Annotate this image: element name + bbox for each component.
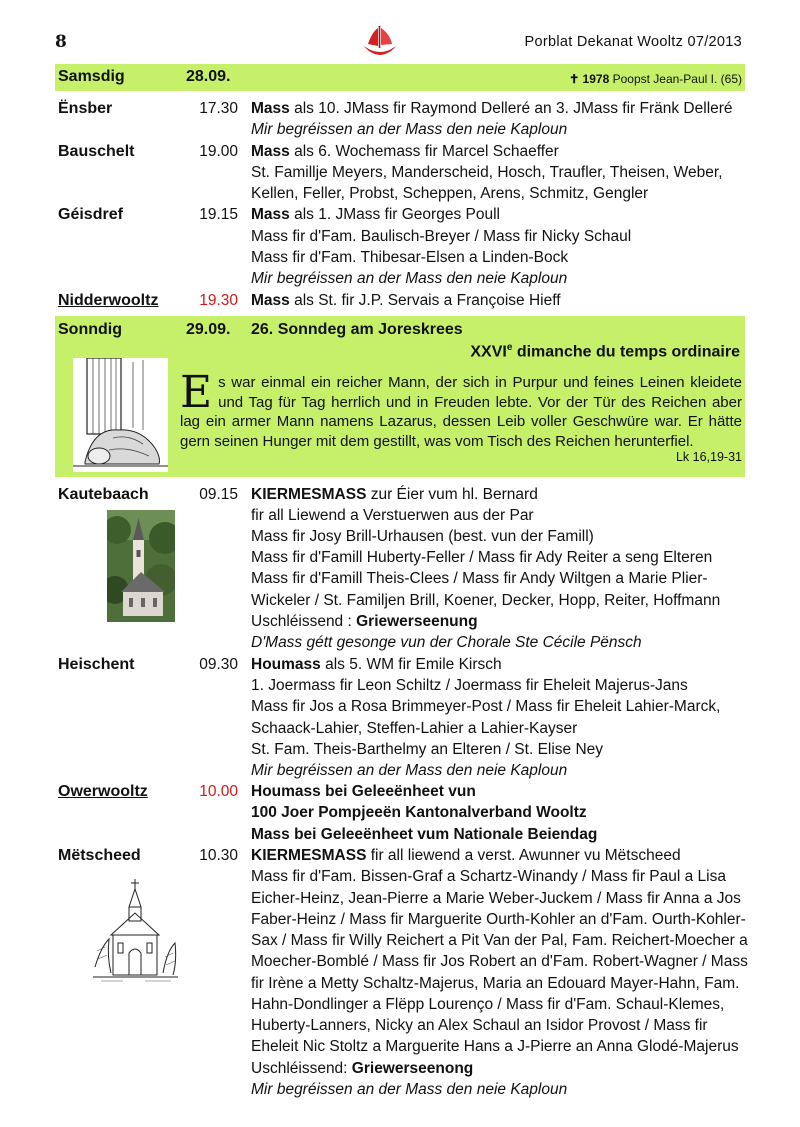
place-ensber: Ënsber [58, 100, 113, 117]
intention-line: Hahn-Dondlinger a Flëpp Lourenço / Mass fir d'Fam. Schaul-Klemes, [251, 996, 725, 1013]
time-metscheed: 10.30 [199, 847, 238, 864]
sunday-subtitle: XXVIe dimanche du temps ordinaire [470, 342, 740, 361]
intention-line: 1. Joermass fir Leon Schiltz / Joermass fir Eheleit Majerus-Jans [251, 677, 688, 694]
intention-line: St. Familljе Meyers, Manderscheid, Hosch, Traufler, Theisen, Weber, [251, 164, 723, 181]
closing-rite: Griewerseenong [351, 1060, 474, 1077]
intention-line: Moecher-Bomblé / Mass fir Jos Robert an d'Fam. Robert-Wagner / Mass [251, 953, 748, 970]
intention-line: als 6. Wochemass fir Marcel Schaeffer [289, 143, 559, 160]
intention-line: Mass fir Jos a Rosa Brimmeyer-Post / Mass fir Eheleit Lahier-Marck, [251, 698, 721, 715]
nidderwooltz-row [55, 290, 750, 312]
owerwooltz-row [55, 781, 750, 803]
mass-label: Houmass [251, 656, 321, 673]
metscheed-row [55, 845, 750, 867]
gospel-text: s war einmal ein reicher Mann, der sich in Purpur und feines Leinen kleidete und Tag für Tag herrlich und in Freuden lebte. Vor der Tür des Reichen aber lag ein armer Mann namens Lazarus, dessen Leib voller Geschwüre war. Er hätte gern seinen Hunger mit dem gestillt, was vom Tisch des Reichen herunterfiel. [180, 374, 742, 450]
mass-label: Mass [251, 206, 290, 223]
time-heischent: 09.30 [199, 656, 238, 673]
place-bauschelt: Bauschelt [58, 143, 135, 160]
bauschelt-row [55, 141, 750, 163]
intention-line: Faber-Heinz / Mass fir Marguerite Ourth-Kohler an d'Fam. Ourth-Kohler- [251, 911, 746, 928]
saturday-band [55, 64, 745, 91]
intention-line: Wickeler / St. Familjen Brill, Koener, Decker, Hopp, Reiter, Hoffmann [251, 592, 721, 609]
intention-line: Mass fir d'Fam. Baulisch-Breyer / Mass fir Nicky Schaul [251, 228, 632, 245]
intention-line: als 1. JMass fir Georges Poull [289, 206, 500, 223]
intention-line: Huberty-Lanners, Nicky an Alex Schaul an Isidor Provost / Mass fir [251, 1017, 708, 1034]
time-bauschelt: 19.00 [199, 143, 238, 160]
mass-label: Mass [251, 100, 290, 117]
intention-line: zur Éier vum hl. Bernard [366, 486, 538, 503]
mass-label: KIERMESMASS [251, 847, 367, 864]
intention-line: Kellen, Feller, Probst, Scheppen, Arens, Schmitz, Gengler [251, 185, 649, 202]
note-line: Mir begréissen an der Mass den neie Kaploun [251, 270, 568, 287]
time-nidderwooltz: 19.30 [199, 292, 238, 309]
note-line: Mir begréissen an der Mass den neie Kaploun [251, 121, 568, 138]
geisdref-row [55, 204, 750, 226]
intention-line: fir Irène a Metty Schaltz-Majerus, Maria an Edouard Mayer-Hahn, Fam. [251, 975, 740, 992]
intention-line: Schaack-Lahier, Steffen-Lahier a Lahier-Kayser [251, 720, 578, 737]
place-geisdref: Géisdref [58, 206, 123, 223]
intention-line: Eicher-Heinz, Jean-Pierre a Marie Weber-Juckem / Mass fir Anna a Jos [251, 890, 741, 907]
note-line: Mir begréissen an der Mass den neie Kaploun [251, 1081, 568, 1098]
saturday-date: 28.09. [186, 68, 231, 85]
closing-label: Uschléissend: [251, 1060, 352, 1077]
intention-line: Mass fir d'Fam. Thibesar-Elsen a Linden-Bock [251, 249, 569, 266]
dekanat-logo [360, 24, 400, 60]
intention-line: Mass fir d'Famill Huberty-Feller / Mass fir Ady Reiter a seng Elteren [251, 549, 713, 566]
lazarus-illustration [73, 358, 168, 472]
intention-line: Houmass bei Geleeënheet vun [251, 783, 476, 800]
note-line: D'Mass gétt gesonge vun der Chorale Ste Cécile Pënsch [251, 634, 642, 651]
kautebaach-church-photo [107, 510, 175, 622]
place-owerwooltz: Owerwooltz [58, 783, 148, 800]
intention-line: 100 Joer Pompjeeën Kantonalverband Wooltz [251, 804, 587, 821]
heischent-row [55, 654, 750, 676]
ensber-row [55, 98, 750, 120]
intention-line: Mass fir d'Fam. Bissen-Graf a Schartz-Winandy / Mass fir Paul a Lisa [251, 868, 726, 885]
time-ensber: 17.30 [199, 100, 238, 117]
place-kautebaach: Kautebaach [58, 486, 149, 503]
memorial-note [569, 72, 742, 86]
sunday-title: 26. Sonndeg am Joreskrees [251, 321, 463, 338]
intention-line: Mass fir d'Famill Theis-Clees / Mass fir Andy Wiltgen a Marie Plier- [251, 570, 708, 587]
saturday-day: Samsdig [58, 68, 125, 85]
intention-line: fir all Liewend a Verstuerwen aus der Par [251, 507, 534, 524]
place-metscheed: Mëtscheed [58, 847, 141, 864]
note-line: Mir begréissen an der Mass den neie Kaploun [251, 762, 568, 779]
intention-line: Eheleit Nic Stoltz a Marguerite Hans a J-Pierre an Anna Glodé-Majerus [251, 1038, 739, 1055]
sunday-day: Sonndig [58, 321, 122, 338]
gospel-drop-cap: E [180, 367, 213, 418]
metscheed-chapel-sketch [93, 877, 178, 985]
closing-label: Uschléissend : [251, 613, 357, 630]
gospel-reference: Lk 16,19-31 [675, 450, 742, 464]
kautebaach-row [55, 484, 750, 506]
intention-line: fir all liewend a verst. Awunner vu Mëtscheed [366, 847, 681, 864]
gospel-excerpt [180, 367, 742, 451]
intention-line: als St. fir J.P. Servais a Françoise Hieff [289, 292, 561, 309]
time-owerwooltz: 10.00 [199, 783, 238, 800]
mass-label: KIERMESMASS [251, 486, 367, 503]
mass-label: Mass [251, 292, 290, 309]
page-number: 8 [55, 32, 67, 52]
intention-line: Sax / Mass fir Willy Reichert a Pit Van der Pal, Fam. Reichert-Moecher a [251, 932, 748, 949]
closing-rite: Griewerseenung [356, 613, 478, 630]
time-kautebaach: 09.15 [199, 486, 238, 503]
place-nidderwooltz: Nidderwooltz [58, 292, 159, 309]
sunday-date: 29.09. [186, 321, 231, 338]
memorial-year: ✝ 1978 [569, 72, 610, 86]
intention-line: St. Fam. Theis-Barthelmy an Elteren / St. Elise Ney [251, 741, 604, 758]
mass-label: Mass [251, 143, 290, 160]
intention-line: Mass bei Geleeënheet vum Nationale Beiendag [251, 826, 598, 843]
time-geisdref: 19.15 [199, 206, 238, 223]
memorial-text: Poopst Jean-Paul I. (65) [612, 72, 742, 86]
intention-line: als 5. WM fir Emile Kirsch [320, 656, 502, 673]
intention-line: Mass fir Josy Brill-Urhausen (best. vun der Famill) [251, 528, 594, 545]
intention-line: als 10. JMass fir Raymond Delleré an 3. JMass fir Fränk Delleré [289, 100, 733, 117]
place-heischent: Heischent [58, 656, 135, 673]
page-header-title: Porblat Dekanat Wooltz 07/2013 [524, 34, 742, 50]
page-header [55, 30, 742, 60]
